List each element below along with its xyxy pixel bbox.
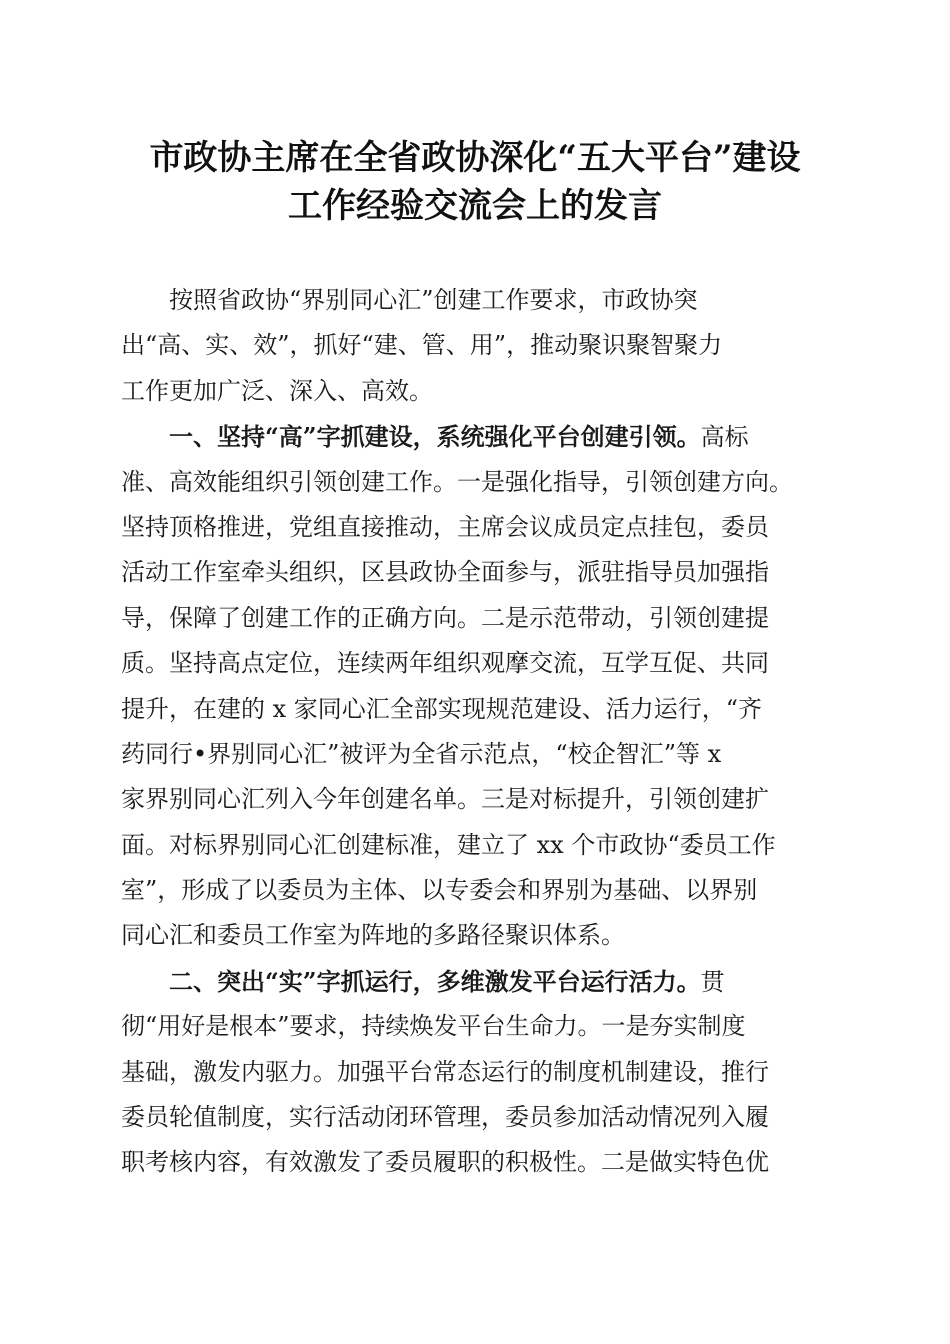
- paragraph-2-line: 活动工作室牵头组织，区县政协全面参与，派驻指导员加强指: [121, 558, 769, 587]
- document-body: [121, 278, 836, 1186]
- paragraph-2-line: 提升，在建的 x 家同心汇全部实现规范建设、活力运行，“齐: [121, 694, 763, 723]
- section-1-heading: 一、坚持“高”字抓建设，系统强化平台创建引领。: [121, 422, 701, 452]
- paragraph-2-line: 导，保障了创建工作的正确方向。二是示范带动，引领创建提: [121, 603, 769, 632]
- paragraph-2-line: 质。坚持高点定位，连续两年组织观摩交流，互学互促、共同: [121, 649, 769, 678]
- paragraph-2-line: 家界别同心汇列入今年创建名单。三是对标提升，引领创建扩: [121, 785, 769, 814]
- paragraph-3-first-line: [121, 959, 836, 1004]
- paragraph-2-line-rest: 高标: [700, 423, 749, 452]
- document-title-line-2: 工作经验交流会上的发言: [288, 186, 662, 226]
- paragraph-2-line: 准、高效能组织引领创建工作。一是强化指导，引领创建方向。: [121, 467, 793, 496]
- paragraph-1-line: 按照省政协“界别同心汇”创建工作要求，市政协突: [121, 286, 698, 314]
- paragraph-2-line: 室”，形成了以委员为主体、以专委会和界别为基础、以界别: [121, 876, 758, 905]
- paragraph-2-line: 同心汇和委员工作室为阵地的多路径聚识体系。: [121, 921, 625, 950]
- paragraph-3-line: 职考核内容，有效激发了委员履职的积极性。二是做实特色优: [121, 1148, 769, 1177]
- paragraph-1-line: 出“高、实、效”，抓好“建、管、用”，推动聚识聚智聚力: [121, 331, 723, 360]
- paragraph-3-line-rest: 贯: [700, 967, 725, 996]
- paragraph-2-first-line: [121, 414, 836, 459]
- paragraph-3-line: 基础，激发内驱力。加强平台常态运行的制度机制建设，推行: [121, 1057, 769, 1086]
- paragraph-2-line: 坚持顶格推进，党组直接推动，主席会议成员定点挂包，委员: [121, 512, 769, 541]
- paragraph-2-line: 药同行•界别同心汇”被评为全省示范点，“校企智汇”等 x: [121, 739, 722, 768]
- paragraph-2-line: 面。对标界别同心汇创建标准，建立了 xx 个市政协“委员工作: [121, 830, 776, 859]
- paragraph-3-line: 委员轮值制度，实行活动闭环管理，委员参加活动情况列入履: [121, 1103, 769, 1132]
- paragraph-1-line: 工作更加广泛、深入、高效。: [121, 376, 433, 405]
- section-2-heading: 二、突出“实”字抓运行，多维激发平台运行活力。: [121, 966, 701, 996]
- paragraph-3-line: 彻“用好是根本”要求，持续焕发平台生命力。一是夯实制度: [121, 1012, 746, 1041]
- document-title-line-1: 市政协主席在全省政协深化“五大平台”建设: [149, 138, 801, 178]
